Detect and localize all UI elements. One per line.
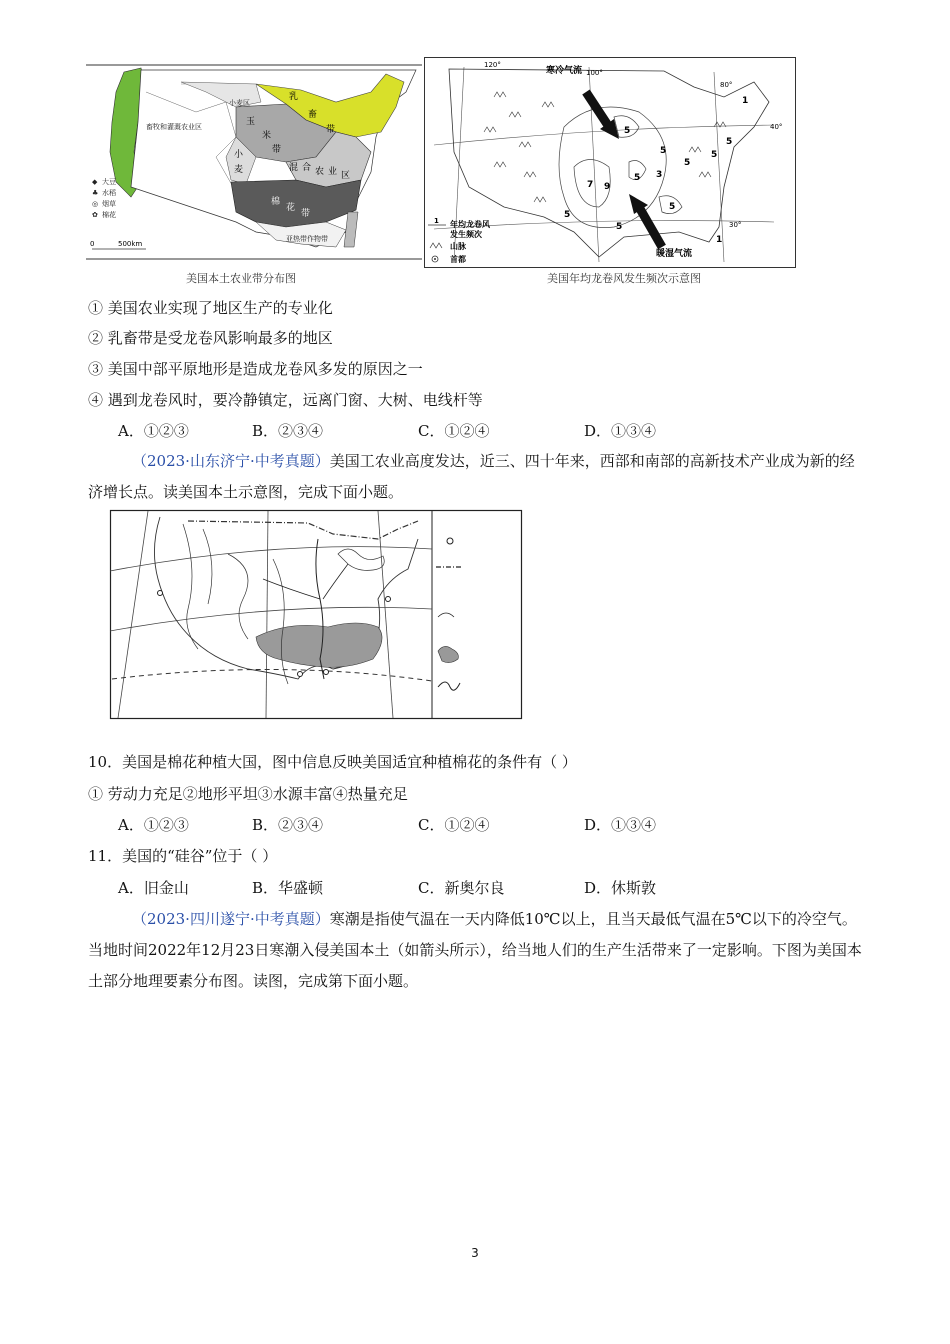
- svg-text:5: 5: [634, 173, 641, 183]
- svg-text:带: 带: [301, 209, 311, 219]
- svg-text:1: 1: [742, 96, 749, 106]
- q11-option-c[interactable]: C．新奥尔良: [418, 879, 505, 897]
- svg-text:100°: 100°: [586, 69, 603, 77]
- svg-text:♣: ♣: [92, 189, 99, 197]
- svg-text:◆: ◆: [92, 178, 98, 186]
- svg-text:40°: 40°: [770, 123, 783, 131]
- crop-legend: [92, 177, 116, 219]
- svg-text:80°: 80°: [720, 81, 733, 89]
- q11-option-b[interactable]: B．华盛顿: [252, 879, 324, 897]
- us-map: [88, 509, 524, 737]
- svg-text:30°: 30°: [729, 221, 742, 229]
- svg-text:畜: 畜: [308, 110, 318, 120]
- svg-text:棉: 棉: [271, 197, 281, 207]
- q11-option-a[interactable]: A．旧金山: [118, 879, 189, 897]
- intro-2: （2023·山东济宁·中考真题）美国工农业高度发达，近三、四十年来，西部和南部的高新技术产业成为新的经济增长点。读美国本土示意图，完成下面小题。: [88, 452, 855, 501]
- svg-text:✿: ✿: [92, 211, 98, 219]
- svg-text:5: 5: [684, 158, 691, 168]
- q10-option-d[interactable]: D．①③④: [584, 816, 657, 834]
- warm-air-label: 暖湿气流: [656, 249, 693, 259]
- statement-1: ① 美国农业实现了地区生产的专业化: [88, 299, 333, 317]
- q10-option-b[interactable]: B．②③④: [252, 816, 324, 834]
- svg-text:业: 业: [328, 167, 338, 177]
- svg-text:山脉: 山脉: [450, 242, 466, 251]
- svg-text:5: 5: [726, 137, 733, 147]
- q10-option-a[interactable]: A．①②③: [118, 816, 189, 834]
- svg-text:5: 5: [669, 202, 676, 212]
- svg-text:年均龙卷风: 年均龙卷风: [450, 220, 490, 229]
- source-tag: （2023·山东济宁·中考真题）: [132, 452, 330, 470]
- svg-text:5: 5: [660, 146, 667, 156]
- svg-text:7: 7: [587, 180, 594, 190]
- statement-3: ③ 美国中部平原地形是造成龙卷风多发的原因之一: [88, 360, 423, 378]
- statement-2: ② 乳畜带是受龙卷风影响最多的地区: [88, 329, 333, 347]
- ag-map-caption: 美国本土农业带分布图: [186, 272, 296, 285]
- svg-text:0: 0: [90, 240, 95, 248]
- svg-text:水稻: 水稻: [102, 189, 116, 197]
- svg-text:烟草: 烟草: [102, 200, 116, 208]
- source-tag-2: （2023·四川遂宁·中考真题）: [132, 910, 330, 928]
- svg-text:5: 5: [711, 150, 718, 160]
- svg-text:大豆: 大豆: [102, 178, 116, 186]
- statement-4: ④ 遇到龙卷风时，要冷静镇定，远离门窗、大树、电线杆等: [88, 391, 483, 409]
- svg-text:玉: 玉: [246, 117, 256, 127]
- svg-text:小: 小: [234, 150, 244, 160]
- wheat-label: 小麦区: [229, 99, 250, 107]
- q10-stem: 10．美国是棉花种植大国，图中信息反映美国适宜种植棉花的条件有（ ）: [88, 753, 577, 771]
- tornado-map-caption: 美国年均龙卷风发生频次示意图: [547, 272, 701, 285]
- q10-option-c[interactable]: C．①②④: [418, 816, 490, 834]
- svg-text:带: 带: [326, 125, 336, 135]
- svg-text:混: 混: [289, 163, 299, 173]
- svg-text:区: 区: [341, 171, 351, 181]
- q11-stem: 11．美国的“硅谷”位于（ ）: [88, 847, 278, 865]
- option-c[interactable]: C．①②④: [418, 422, 490, 440]
- option-a[interactable]: A．①②③: [118, 422, 189, 440]
- svg-text:合: 合: [302, 163, 312, 173]
- svg-text:9: 9: [604, 182, 611, 192]
- svg-text:棉花: 棉花: [102, 211, 116, 219]
- svg-text:花: 花: [286, 203, 296, 213]
- option-b[interactable]: B．②③④: [252, 422, 324, 440]
- svg-text:乳: 乳: [289, 92, 299, 102]
- livestock-label: 畜牧和灌溉农业区: [146, 123, 202, 131]
- svg-text:带: 带: [272, 145, 282, 155]
- q11-option-d[interactable]: D．休斯敦: [584, 879, 657, 897]
- svg-text:◎: ◎: [92, 200, 99, 208]
- svg-text:120°: 120°: [484, 61, 501, 69]
- svg-text:5: 5: [624, 126, 631, 136]
- svg-text:5: 5: [564, 210, 571, 220]
- q10-statement: ① 劳动力充足②地形平坦③水源丰富④热量充足: [88, 785, 408, 803]
- svg-text:1: 1: [716, 235, 723, 245]
- subtropical-label: 亚热带作物带: [286, 235, 328, 243]
- svg-text:首都: 首都: [450, 255, 466, 264]
- agriculture-map: [86, 62, 422, 262]
- svg-text:1: 1: [434, 217, 439, 225]
- page-number: 3: [471, 1246, 479, 1260]
- svg-text:500km: 500km: [118, 240, 143, 248]
- intro-3: （2023·四川遂宁·中考真题）寒潮是指使气温在一天内降低10℃以上，且当天最低气温在5℃以下的冷空气。当地时间2022年12月23日寒潮入侵美国本土（如箭头所示），给当地人们的生产生活带来了一定影响。下图为美国本土部分地理要素分布图。读图，完成第下面小题。: [88, 910, 862, 990]
- option-d[interactable]: D．①③④: [584, 422, 657, 440]
- svg-text:麦: 麦: [234, 165, 244, 175]
- svg-text:5: 5: [616, 222, 623, 232]
- svg-text:农: 农: [315, 167, 325, 177]
- svg-text:发生频次: 发生频次: [450, 230, 482, 239]
- svg-text:米: 米: [262, 131, 272, 141]
- cold-air-label: 寒冷气流: [546, 66, 583, 76]
- svg-text:3: 3: [656, 170, 663, 180]
- tornado-map: [424, 57, 796, 268]
